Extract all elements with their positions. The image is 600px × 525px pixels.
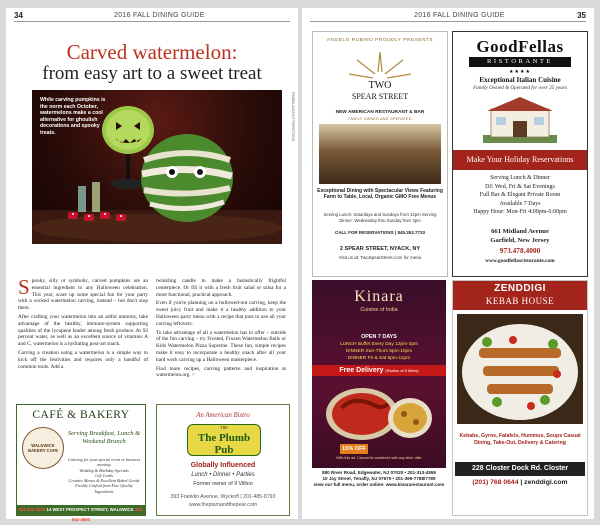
ad-restaurant-type: NEW AMERICAN RESTAURANT & BAR bbox=[335, 110, 425, 115]
ad-footer-strip: 201-652-4680 14 WEST PROSPECT STREET, WALDWICK 201-652-4680 bbox=[18, 507, 144, 522]
ad-address-line1: 661 Midland Avenue bbox=[491, 228, 549, 235]
ad-dinner-weekend: DINNER Fri & Sat 5pm-11pm bbox=[347, 356, 411, 361]
ad-goodfellas[interactable] bbox=[452, 31, 588, 277]
article-column-2 bbox=[156, 278, 286, 381]
guide-title: 2016 FALL DINING GUIDE bbox=[414, 12, 505, 19]
ad-sub: KEBAB HOUSE bbox=[485, 296, 555, 306]
paragraph: To take advantage of all a watermelon has to offer – outside of the fun carving – try Frosted, Frozen Watermelon Balls or Kids Watermelon Pizza Supreme. These fun, simple recipes make it easy to incorporate a healthy snack after all your hard work carving up a Halloween masterpiece. bbox=[156, 329, 286, 363]
ad-menu-items: Kebabs, Gyros, Falafels, Hummus, Soups Casual Dining, Take-Out, Delivery & Catering bbox=[459, 433, 581, 446]
ad-tagline: Globally Influenced bbox=[190, 462, 256, 469]
ad-zenddigi[interactable] bbox=[452, 280, 588, 516]
ad-meals: Lunch • Dinner • Parties bbox=[191, 472, 255, 478]
ad-address: 2 SPEAR STREET, NYACK, NY bbox=[339, 246, 421, 252]
ad-presents: ANGELO RUBINO PROUDLY PRESENTS bbox=[326, 38, 434, 43]
ad-subname: RISTORANTE bbox=[469, 57, 571, 67]
svg-text:TWO: TWO bbox=[368, 80, 392, 91]
ad-footer: 880 River Road, Edgewater, NJ 07020 • 201-313-4555 10 Jay Street, Tenafly, NJ 07670 • 201-399-7788/7789 view our full menu, order online: www.kinararestaurant.com bbox=[312, 468, 446, 514]
paragraph: Carving a creation using a watermelon is a simple way to kick off the festivities and requires only a handful of common tools. Add a bbox=[18, 349, 148, 370]
ad-phone[interactable]: 973.478.4000 bbox=[499, 246, 541, 255]
ad-delivery: Free Delivery (Radius of 5 Miles) bbox=[312, 365, 446, 376]
article-title: Carved watermelon: bbox=[66, 40, 238, 64]
article-photo bbox=[32, 90, 282, 244]
food-platter-icon bbox=[322, 382, 436, 444]
ad-reservations: CALL FOR RESERVATIONS | 845.353.7733 bbox=[335, 230, 425, 235]
kebab-plate-icon bbox=[457, 314, 583, 424]
pub-logo: THE The Plumb Pub bbox=[187, 424, 261, 456]
ad-extras: Catering for your special event or business meeting Wedding & Birthday Specials Gift Cards Creative Menus & Excellent Baked Goods Freshly Crafted from Fine Quality Ingredients bbox=[67, 457, 141, 494]
ad-name: Kinara bbox=[354, 288, 404, 305]
header-rule bbox=[14, 21, 290, 22]
ad-address-line2: Garfield, New Jersey bbox=[490, 237, 550, 244]
offer-badge: 15% OFF bbox=[340, 444, 368, 454]
page-header bbox=[302, 8, 594, 22]
ad-reservation-band: Make Your Holiday Reservations bbox=[453, 150, 587, 170]
ad-owned: FAMILY OWNED AND OPERATED bbox=[348, 117, 412, 121]
svg-text:SPEAR STREET: SPEAR STREET bbox=[351, 92, 409, 101]
ad-dinner-weekday: DINNER Sun-Thurs 5pm-10pm bbox=[345, 349, 413, 354]
ad-website[interactable]: www.goodfellasristorante.com bbox=[485, 258, 555, 264]
restaurant-interior-photo bbox=[319, 124, 441, 184]
article-subtitle: from easy art to a sweet treat bbox=[42, 63, 262, 84]
ad-lunch: LUNCH Buffet Every Day 12pm-3pm bbox=[339, 342, 419, 347]
ad-tagline: Serving Breakfast, Lunch & Weekend Brunch bbox=[67, 430, 141, 445]
page-number: 34 bbox=[14, 11, 23, 20]
ad-former: Former owner of Il Villino bbox=[193, 481, 253, 487]
left-page bbox=[6, 8, 298, 522]
page-number: 35 bbox=[577, 11, 586, 20]
ad-hours: Serving Lunch: Saturdays and Sundays from 12pm Serving Dinner: Wednesday thru Sunday from 4pm bbox=[323, 212, 437, 223]
drop-cap: S bbox=[18, 275, 30, 299]
paragraph: Find more recipes, carving patterns and inspiration at watermelon.org. > bbox=[156, 365, 286, 379]
right-page bbox=[302, 8, 594, 519]
ad-website[interactable]: www.theplumandthepear.com bbox=[188, 502, 258, 508]
paragraph: After crafting your watermelon into an artful mummy, take advantage of the healthy, immune-system supporting qualities of the lycopene leader among fresh produce. At 92 percent water, as well as an excellent source of vitamins A and C, watermelon is a hydrating post-art snack. bbox=[18, 313, 148, 348]
ad-plum-pub[interactable] bbox=[156, 404, 290, 516]
ad-cuisine: Cuisine of India bbox=[360, 307, 398, 313]
paragraph: Spooky, silly or symbolic, carved pumpkins are an essential ingredient to any Halloween celebration. This year, scare up some special fun for your party with a wicked watermelon carving, instead – but don't stop there. bbox=[18, 275, 148, 312]
ad-name: GoodFellas bbox=[476, 37, 564, 56]
paragraph: Even if you're planning on a hollowed-out carving, keep the sweet juicy fruit and make it a healthy addition to your Halloween party menu with a recipe that puts to use all your carving leftovers. bbox=[156, 300, 286, 327]
ad-family: Family Owned & Operated for over 25 years bbox=[473, 85, 567, 91]
ad-details: Exceptional Dining with Spectacular Views Featuring Farm to Table, Local, Organic GMO Free Menus bbox=[317, 188, 443, 201]
offer-note: With this ad. Cannot be combined with any other offer bbox=[336, 456, 422, 460]
ad-title: CAFÉ & BAKERY bbox=[32, 409, 130, 421]
ad-cafe-bakery[interactable] bbox=[16, 404, 146, 522]
ad-name: ZENDDIGI bbox=[494, 283, 546, 294]
ad-website[interactable]: Visit us at: TwoSpearStreet.com for menu bbox=[338, 255, 422, 260]
ad-two-spear-street[interactable] bbox=[312, 31, 448, 277]
article-column-1 bbox=[18, 275, 148, 372]
page-header bbox=[6, 8, 298, 22]
ad-kinara[interactable] bbox=[312, 280, 446, 514]
ad-service-lines: Serving Lunch & Dinner DJ: Wed, Fri & Sat Evenings Full Bar & Elegant Private Room Available 7 Days Happy Hour: Mon-Fri 4:00pm-6:00pm bbox=[473, 175, 567, 215]
spear-logo-icon bbox=[345, 50, 415, 104]
guide-title: 2016 FALL DINING GUIDE bbox=[114, 12, 205, 19]
bakery-logo: WALDWICK BAKERY CAFE bbox=[22, 427, 64, 469]
ad-open: OPEN 7 DAYS bbox=[361, 334, 397, 340]
ad-subtitle: An American Bistro bbox=[196, 412, 250, 419]
ad-header bbox=[453, 281, 587, 310]
photo-caption: While carving pumpkins is the norm each October, watermelons make a cool alternative for ghoulish decorations and spooky treats. bbox=[40, 97, 106, 136]
star-icons: ★★★★ bbox=[509, 69, 531, 75]
ad-address: 393 Franklin Avenue, Wyckoff | 201-485-8793 bbox=[170, 494, 276, 500]
paragraph: twinkling candle to make a fantastically frightful centerpiece. Or fill it with a fresh fruit salad or salsa for a more functional, practical approach. bbox=[156, 278, 286, 298]
ad-headline: Exceptional Italian Cuisine bbox=[479, 76, 561, 84]
ad-phone[interactable]: (201) 768 0644 | zenddigi.com bbox=[472, 479, 568, 486]
header-rule bbox=[310, 21, 586, 22]
photo-credit: PAMELA/SHUTTERSTOCK bbox=[291, 92, 296, 142]
ad-address: 228 Closter Dock Rd. Closter bbox=[455, 462, 585, 476]
restaurant-building-icon bbox=[483, 95, 557, 143]
